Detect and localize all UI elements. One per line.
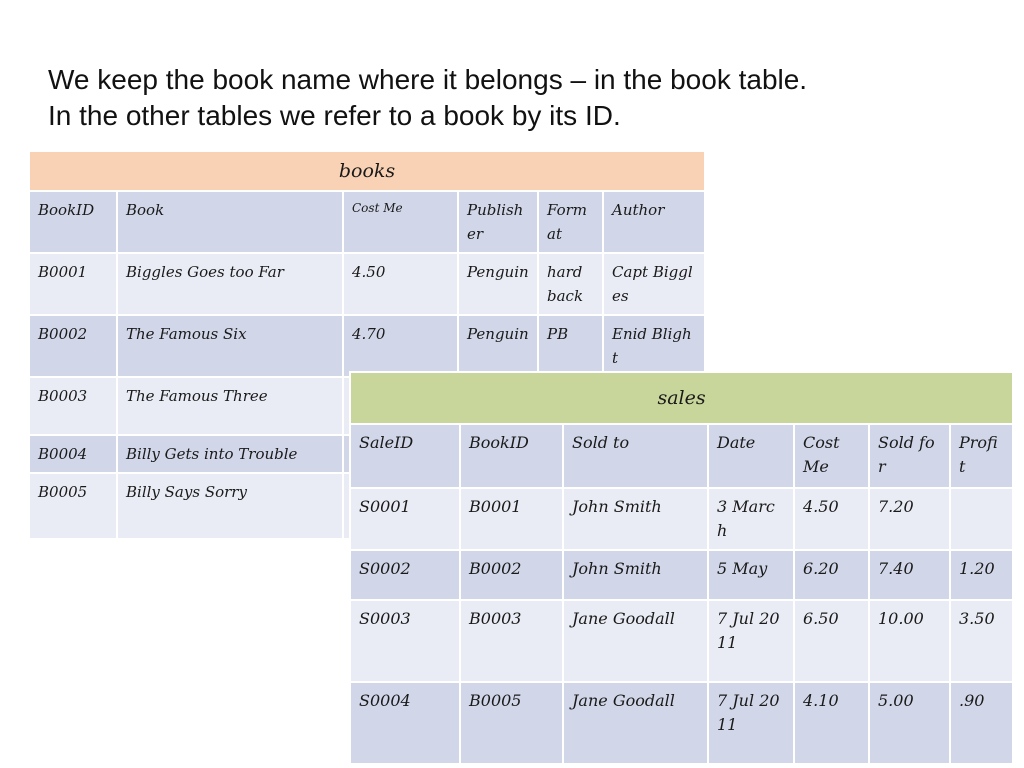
sales-cell: 7 Jul 2011	[708, 600, 794, 682]
books-table-title: books	[29, 151, 705, 191]
sales-row	[350, 600, 1013, 682]
sales-header-cell: Sold to	[563, 424, 708, 488]
books-header-cell: Format	[538, 191, 603, 253]
sales-cell: John Smith	[563, 550, 708, 600]
sales-header-cell: Profit	[950, 424, 1013, 488]
sales-header-cell: BookID	[460, 424, 563, 488]
books-cell: 4.50	[343, 253, 458, 315]
sales-cell: 7.40	[869, 550, 950, 600]
sales-table	[349, 371, 1014, 765]
books-cell: The Famous Three	[117, 377, 343, 435]
books-header-row	[29, 191, 705, 253]
sales-cell: Jane Goodall	[563, 682, 708, 764]
books-cell: Enid Blight	[603, 315, 705, 377]
sales-header-cell: Cost Me	[794, 424, 869, 488]
sales-header-row	[350, 424, 1013, 488]
sales-header-cell: Date	[708, 424, 794, 488]
sales-cell: 5 May	[708, 550, 794, 600]
sales-cell: B0002	[460, 550, 563, 600]
sales-cell: B0003	[460, 600, 563, 682]
books-cell: B0004	[29, 435, 117, 473]
sales-cell: 3.50	[950, 600, 1013, 682]
heading-line-1: We keep the book name where it belongs – in the book table.	[48, 64, 808, 95]
books-header-cell: Publisher	[458, 191, 538, 253]
sales-row	[350, 488, 1013, 550]
heading-line-2: In the other tables we refer to a book by its ID.	[48, 100, 621, 131]
books-cell: Billy Says Sorry	[117, 473, 343, 539]
books-header-cell: Author	[603, 191, 705, 253]
sales-cell	[950, 488, 1013, 550]
sales-cell: 4.10	[794, 682, 869, 764]
books-row	[29, 315, 705, 377]
sales-header-cell: SaleID	[350, 424, 460, 488]
books-cell: Capt Biggles	[603, 253, 705, 315]
sales-cell: S0003	[350, 600, 460, 682]
sales-cell: B0001	[460, 488, 563, 550]
sales-header-cell: Sold for	[869, 424, 950, 488]
books-cell: B0005	[29, 473, 117, 539]
sales-cell: 10.00	[869, 600, 950, 682]
books-header-cell: BookID	[29, 191, 117, 253]
books-cell: 4.70	[343, 315, 458, 377]
sales-cell: 3 March	[708, 488, 794, 550]
sales-table-title: sales	[350, 372, 1013, 424]
books-cell: Billy Gets into Trouble	[117, 435, 343, 473]
books-cell: B0002	[29, 315, 117, 377]
sales-cell: 6.20	[794, 550, 869, 600]
books-cell: Penguin	[458, 253, 538, 315]
sales-cell: 7.20	[869, 488, 950, 550]
books-cell: B0003	[29, 377, 117, 435]
sales-cell: .90	[950, 682, 1013, 764]
books-row	[29, 253, 705, 315]
sales-cell: Jane Goodall	[563, 600, 708, 682]
sales-cell: 4.50	[794, 488, 869, 550]
books-cell: hard back	[538, 253, 603, 315]
books-header-cell: Cost Me	[343, 191, 458, 253]
sales-cell: John Smith	[563, 488, 708, 550]
slide-heading	[48, 62, 1008, 134]
sales-cell: S0004	[350, 682, 460, 764]
sales-cell: 6.50	[794, 600, 869, 682]
sales-cell: S0002	[350, 550, 460, 600]
books-cell: B0001	[29, 253, 117, 315]
books-cell: The Famous Six	[117, 315, 343, 377]
sales-cell: S0001	[350, 488, 460, 550]
sales-row	[350, 682, 1013, 764]
sales-cell: 1.20	[950, 550, 1013, 600]
sales-cell: B0005	[460, 682, 563, 764]
sales-cell: 7 Jul 2011	[708, 682, 794, 764]
books-cell: PB	[538, 315, 603, 377]
sales-cell: 5.00	[869, 682, 950, 764]
books-cell: Biggles Goes too Far	[117, 253, 343, 315]
books-cell: Penguin	[458, 315, 538, 377]
sales-row	[350, 550, 1013, 600]
books-header-cell: Book	[117, 191, 343, 253]
